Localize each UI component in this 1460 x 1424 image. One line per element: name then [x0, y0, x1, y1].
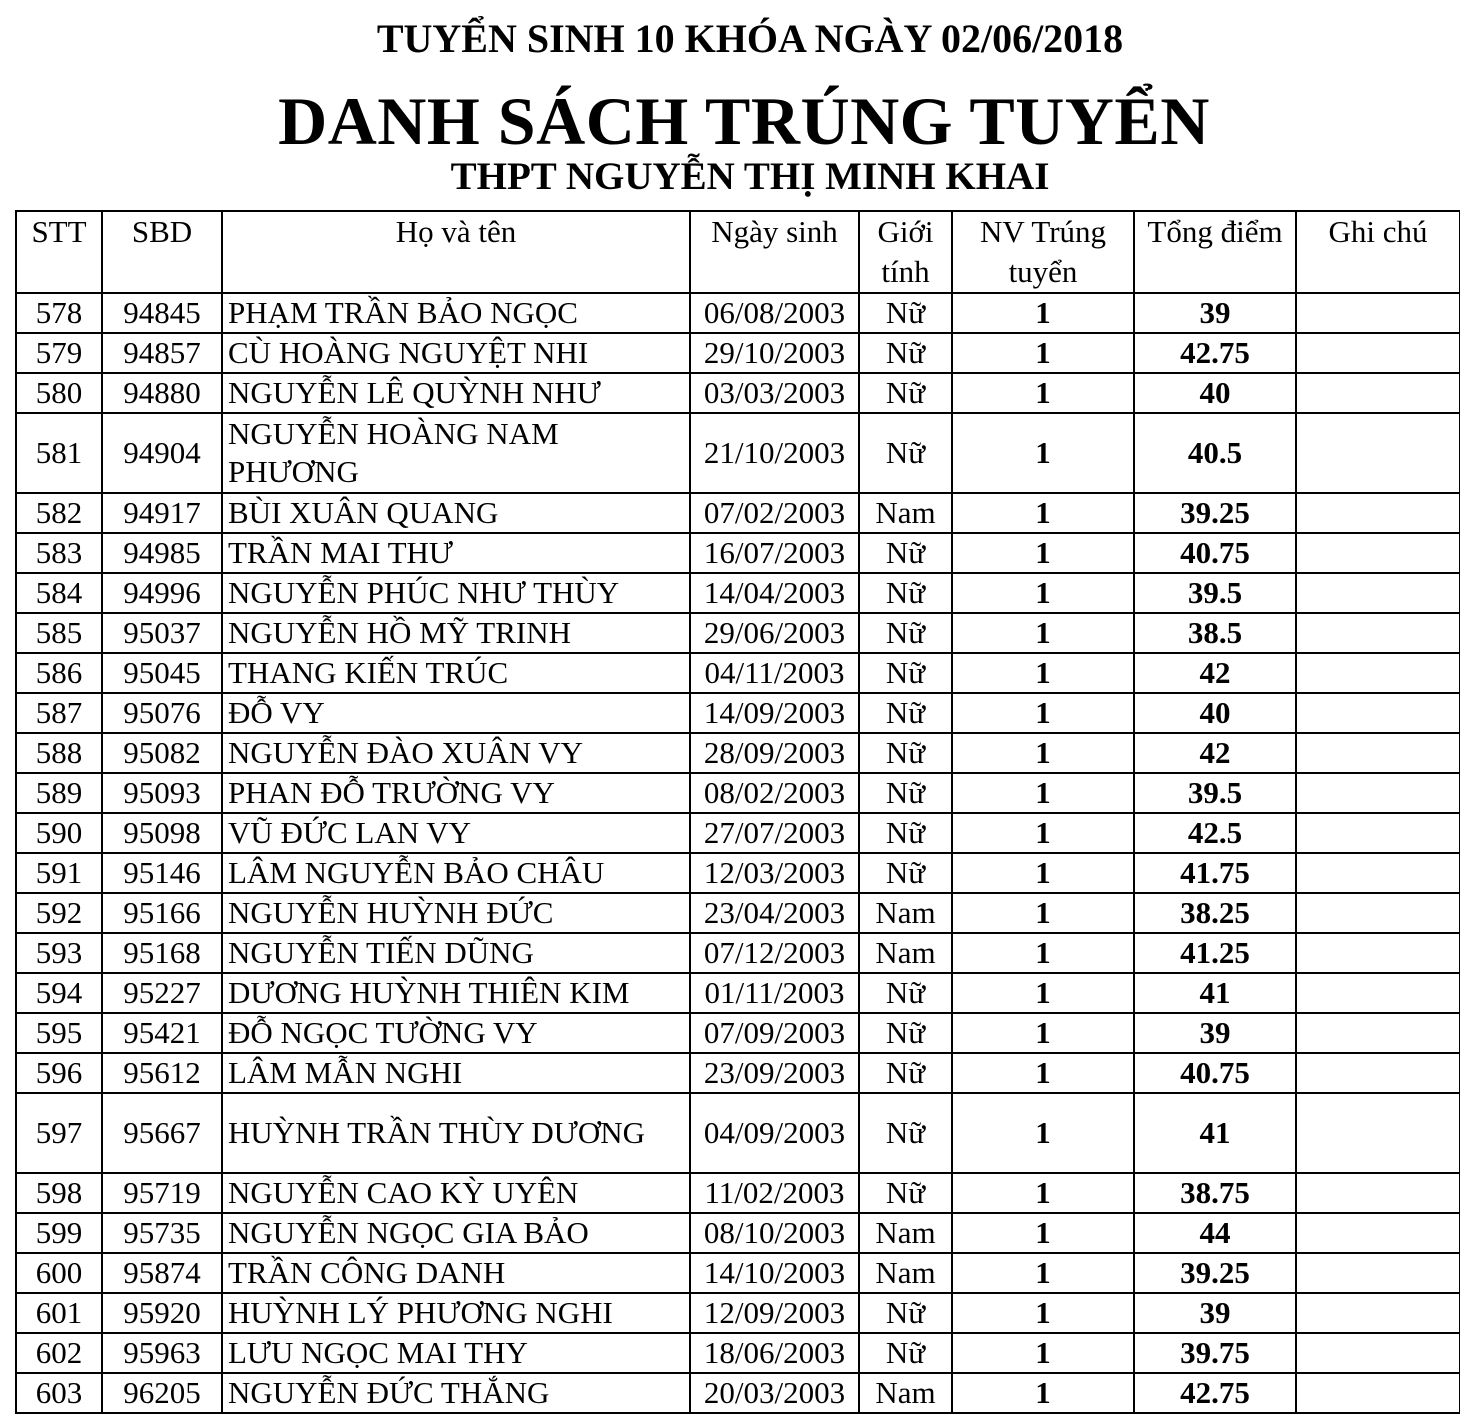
table-row	[16, 533, 1460, 573]
cell-stt: 597	[16, 1093, 102, 1173]
table-row	[16, 693, 1460, 733]
cell-name: NGUYỄN ĐỨC THẮNG	[222, 1373, 690, 1413]
cell-dob: 08/02/2003	[690, 773, 859, 813]
cell-name: ĐỖ NGỌC TƯỜNG VY	[222, 1013, 690, 1053]
cell-gender: Nam	[859, 1253, 952, 1293]
cell-score: 39.5	[1134, 773, 1296, 813]
table-row	[16, 813, 1460, 853]
table-row	[16, 1373, 1460, 1413]
cell-name: HUỲNH LÝ PHƯƠNG NGHI	[222, 1293, 690, 1333]
cell-nv: 1	[952, 653, 1134, 693]
cell-gender: Nam	[859, 493, 952, 533]
cell-nv: 1	[952, 693, 1134, 733]
table-row	[16, 1333, 1460, 1373]
cell-gender: Nữ	[859, 373, 952, 413]
col-header-name: Họ và tên	[222, 211, 690, 293]
cell-score: 41.75	[1134, 853, 1296, 893]
cell-name: LÂM MẪN NGHI	[222, 1053, 690, 1093]
cell-score: 40.75	[1134, 533, 1296, 573]
cell-score: 39	[1134, 1013, 1296, 1053]
cell-score: 42	[1134, 653, 1296, 693]
col-header-stt: STT	[16, 211, 102, 293]
cell-gender: Nữ	[859, 1293, 952, 1333]
cell-score: 42	[1134, 733, 1296, 773]
cell-dob: 23/04/2003	[690, 893, 859, 933]
cell-score: 40.75	[1134, 1053, 1296, 1093]
cell-gender: Nữ	[859, 973, 952, 1013]
cell-dob: 07/02/2003	[690, 493, 859, 533]
cell-sbd: 94996	[102, 573, 222, 613]
cell-nv: 1	[952, 1213, 1134, 1253]
cell-nv: 1	[952, 773, 1134, 813]
cell-score: 40.5	[1134, 413, 1296, 493]
cell-sbd: 95874	[102, 1253, 222, 1293]
cell-dob: 06/08/2003	[690, 293, 859, 333]
cell-note	[1296, 1093, 1460, 1173]
table-row	[16, 1093, 1460, 1173]
cell-score: 38.25	[1134, 893, 1296, 933]
cell-score: 39.25	[1134, 1253, 1296, 1293]
cell-score: 42.75	[1134, 1373, 1296, 1413]
heading-school-name: THPT NGUYỄN THỊ MINH KHAI	[450, 155, 1050, 198]
cell-stt: 583	[16, 533, 102, 573]
table-row	[16, 613, 1460, 653]
cell-note	[1296, 813, 1460, 853]
cell-dob: 08/10/2003	[690, 1213, 859, 1253]
cell-nv: 1	[952, 373, 1134, 413]
table-row	[16, 373, 1460, 413]
cell-sbd: 95166	[102, 893, 222, 933]
cell-stt: 591	[16, 853, 102, 893]
cell-note	[1296, 333, 1460, 373]
cell-stt: 586	[16, 653, 102, 693]
cell-stt: 579	[16, 333, 102, 373]
cell-score: 39.25	[1134, 493, 1296, 533]
cell-note	[1296, 373, 1460, 413]
cell-nv: 1	[952, 1253, 1134, 1293]
cell-nv: 1	[952, 813, 1134, 853]
cell-gender: Nữ	[859, 853, 952, 893]
cell-name: ĐỖ VY	[222, 693, 690, 733]
table-row	[16, 973, 1460, 1013]
cell-score: 44	[1134, 1213, 1296, 1253]
cell-score: 39	[1134, 293, 1296, 333]
cell-score: 41.25	[1134, 933, 1296, 973]
cell-score: 39.5	[1134, 573, 1296, 613]
table-row	[16, 653, 1460, 693]
cell-stt: 590	[16, 813, 102, 853]
cell-note	[1296, 613, 1460, 653]
cell-name: NGUYỄN ĐÀO XUÂN VY	[222, 733, 690, 773]
cell-stt: 596	[16, 1053, 102, 1093]
cell-gender: Nữ	[859, 573, 952, 613]
cell-stt: 595	[16, 1013, 102, 1053]
cell-gender: Nữ	[859, 693, 952, 733]
cell-stt: 592	[16, 893, 102, 933]
table-row	[16, 1253, 1460, 1293]
cell-gender: Nam	[859, 1373, 952, 1413]
cell-gender: Nữ	[859, 813, 952, 853]
cell-stt: 584	[16, 573, 102, 613]
cell-sbd: 95667	[102, 1093, 222, 1173]
cell-gender: Nữ	[859, 413, 952, 493]
cell-note	[1296, 733, 1460, 773]
cell-stt: 599	[16, 1213, 102, 1253]
cell-dob: 16/07/2003	[690, 533, 859, 573]
cell-gender: Nữ	[859, 293, 952, 333]
cell-note	[1296, 933, 1460, 973]
cell-nv: 1	[952, 1373, 1134, 1413]
table-row	[16, 293, 1460, 333]
cell-sbd: 94845	[102, 293, 222, 333]
cell-stt: 601	[16, 1293, 102, 1333]
cell-dob: 03/03/2003	[690, 373, 859, 413]
cell-sbd: 95168	[102, 933, 222, 973]
cell-note	[1296, 413, 1460, 493]
cell-stt: 582	[16, 493, 102, 533]
table-row	[16, 933, 1460, 973]
table-header-row	[16, 211, 1460, 293]
cell-note	[1296, 1293, 1460, 1333]
cell-nv: 1	[952, 413, 1134, 493]
cell-name: BÙI XUÂN QUANG	[222, 493, 690, 533]
cell-sbd: 94857	[102, 333, 222, 373]
cell-sbd: 95045	[102, 653, 222, 693]
cell-name: PHẠM TRẦN BẢO NGỌC	[222, 293, 690, 333]
cell-note	[1296, 1053, 1460, 1093]
cell-sbd: 95421	[102, 1013, 222, 1053]
heading-exam-title: TUYỂN SINH 10 KHÓA NGÀY 02/06/2018	[376, 16, 1124, 61]
cell-sbd: 95093	[102, 773, 222, 813]
table-row	[16, 493, 1460, 533]
cell-score: 38.5	[1134, 613, 1296, 653]
cell-gender: Nam	[859, 1213, 952, 1253]
table-row	[16, 1173, 1460, 1213]
cell-score: 42.75	[1134, 333, 1296, 373]
cell-note	[1296, 693, 1460, 733]
cell-stt: 578	[16, 293, 102, 333]
cell-note	[1296, 1173, 1460, 1213]
cell-sbd: 95920	[102, 1293, 222, 1333]
cell-note	[1296, 653, 1460, 693]
cell-nv: 1	[952, 853, 1134, 893]
cell-note	[1296, 773, 1460, 813]
cell-dob: 29/10/2003	[690, 333, 859, 373]
cell-dob: 18/06/2003	[690, 1333, 859, 1373]
cell-score: 41	[1134, 1093, 1296, 1173]
cell-gender: Nữ	[859, 1053, 952, 1093]
cell-stt: 594	[16, 973, 102, 1013]
cell-name: CÙ HOÀNG NGUYỆT NHI	[222, 333, 690, 373]
cell-name: THANG KIẾN TRÚC	[222, 653, 690, 693]
cell-stt: 588	[16, 733, 102, 773]
cell-sbd: 94917	[102, 493, 222, 533]
cell-sbd: 95963	[102, 1333, 222, 1373]
cell-stt: 600	[16, 1253, 102, 1293]
cell-stt: 598	[16, 1173, 102, 1213]
cell-gender: Nữ	[859, 613, 952, 653]
cell-note	[1296, 1333, 1460, 1373]
cell-name: NGUYỄN CAO KỲ UYÊN	[222, 1173, 690, 1213]
cell-dob: 07/12/2003	[690, 933, 859, 973]
cell-gender: Nữ	[859, 733, 952, 773]
cell-name: NGUYỄN LÊ QUỲNH NHƯ	[222, 373, 690, 413]
table-body	[16, 293, 1460, 1413]
cell-note	[1296, 533, 1460, 573]
cell-name: LƯU NGỌC MAI THY	[222, 1333, 690, 1373]
cell-dob: 14/09/2003	[690, 693, 859, 733]
cell-nv: 1	[952, 1053, 1134, 1093]
cell-name: PHAN ĐỖ TRƯỜNG VY	[222, 773, 690, 813]
cell-nv: 1	[952, 333, 1134, 373]
cell-dob: 12/09/2003	[690, 1293, 859, 1333]
cell-sbd: 94904	[102, 413, 222, 493]
cell-gender: Nữ	[859, 653, 952, 693]
cell-dob: 12/03/2003	[690, 853, 859, 893]
cell-dob: 04/09/2003	[690, 1093, 859, 1173]
cell-dob: 11/02/2003	[690, 1173, 859, 1213]
col-header-gender: Giới tính	[859, 211, 952, 293]
table-row	[16, 773, 1460, 813]
cell-name: NGUYỄN HỒ MỸ TRINH	[222, 613, 690, 653]
cell-sbd: 94985	[102, 533, 222, 573]
cell-sbd: 95098	[102, 813, 222, 853]
cell-note	[1296, 1213, 1460, 1253]
col-header-score: Tổng điểm	[1134, 211, 1296, 293]
cell-sbd: 95082	[102, 733, 222, 773]
cell-dob: 01/11/2003	[690, 973, 859, 1013]
cell-nv: 1	[952, 533, 1134, 573]
cell-name: HUỲNH TRẦN THÙY DƯƠNG	[222, 1093, 690, 1173]
cell-stt: 580	[16, 373, 102, 413]
cell-name: DƯƠNG HUỲNH THIÊN KIM	[222, 973, 690, 1013]
cell-sbd: 95735	[102, 1213, 222, 1253]
cell-stt: 587	[16, 693, 102, 733]
cell-nv: 1	[952, 933, 1134, 973]
cell-stt: 593	[16, 933, 102, 973]
cell-score: 38.75	[1134, 1173, 1296, 1213]
col-header-nv: NV Trúng tuyển	[952, 211, 1134, 293]
cell-name: TRẦN CÔNG DANH	[222, 1253, 690, 1293]
cell-nv: 1	[952, 1333, 1134, 1373]
cell-gender: Nữ	[859, 773, 952, 813]
cell-stt: 585	[16, 613, 102, 653]
cell-gender: Nam	[859, 893, 952, 933]
cell-gender: Nữ	[859, 533, 952, 573]
cell-dob: 14/10/2003	[690, 1253, 859, 1293]
cell-nv: 1	[952, 1093, 1134, 1173]
cell-dob: 04/11/2003	[690, 653, 859, 693]
cell-sbd: 95612	[102, 1053, 222, 1093]
cell-name: NGUYỄN HUỲNH ĐỨC	[222, 893, 690, 933]
cell-nv: 1	[952, 613, 1134, 653]
cell-name: TRẦN MAI THƯ	[222, 533, 690, 573]
cell-nv: 1	[952, 573, 1134, 613]
table-row	[16, 1053, 1460, 1093]
cell-note	[1296, 493, 1460, 533]
cell-score: 40	[1134, 373, 1296, 413]
table-row	[16, 1213, 1460, 1253]
cell-gender: Nữ	[859, 333, 952, 373]
cell-name: VŨ ĐỨC LAN VY	[222, 813, 690, 853]
cell-nv: 1	[952, 493, 1134, 533]
table-row	[16, 1013, 1460, 1053]
cell-name: LÂM NGUYỄN BẢO CHÂU	[222, 853, 690, 893]
cell-name: NGUYỄN PHÚC NHƯ THÙY	[222, 573, 690, 613]
cell-sbd: 95146	[102, 853, 222, 893]
cell-stt: 589	[16, 773, 102, 813]
cell-note	[1296, 1253, 1460, 1293]
cell-nv: 1	[952, 893, 1134, 933]
cell-score: 39.75	[1134, 1333, 1296, 1373]
cell-nv: 1	[952, 1013, 1134, 1053]
col-header-note: Ghi chú	[1296, 211, 1460, 293]
cell-nv: 1	[952, 973, 1134, 1013]
cell-score: 39	[1134, 1293, 1296, 1333]
cell-dob: 20/03/2003	[690, 1373, 859, 1413]
cell-sbd: 95076	[102, 693, 222, 733]
cell-gender: Nữ	[859, 1013, 952, 1053]
table-row	[16, 573, 1460, 613]
cell-nv: 1	[952, 1173, 1134, 1213]
cell-sbd: 95719	[102, 1173, 222, 1213]
cell-gender: Nữ	[859, 1333, 952, 1373]
cell-nv: 1	[952, 293, 1134, 333]
cell-note	[1296, 293, 1460, 333]
cell-note	[1296, 973, 1460, 1013]
table-row	[16, 333, 1460, 373]
cell-name: NGUYỄN NGỌC GIA BẢO	[222, 1213, 690, 1253]
cell-sbd: 96205	[102, 1373, 222, 1413]
cell-dob: 29/06/2003	[690, 613, 859, 653]
col-header-dob: Ngày sinh	[690, 211, 859, 293]
cell-score: 41	[1134, 973, 1296, 1013]
cell-dob: 21/10/2003	[690, 413, 859, 493]
cell-score: 40	[1134, 693, 1296, 733]
cell-note	[1296, 573, 1460, 613]
cell-stt: 602	[16, 1333, 102, 1373]
cell-dob: 14/04/2003	[690, 573, 859, 613]
cell-note	[1296, 1013, 1460, 1053]
cell-sbd: 95037	[102, 613, 222, 653]
cell-note	[1296, 893, 1460, 933]
cell-dob: 07/09/2003	[690, 1013, 859, 1053]
cell-note	[1296, 853, 1460, 893]
cell-gender: Nữ	[859, 1093, 952, 1173]
cell-nv: 1	[952, 1293, 1134, 1333]
table-row	[16, 733, 1460, 773]
cell-name: NGUYỄN TIẾN DŨNG	[222, 933, 690, 973]
table-row	[16, 1293, 1460, 1333]
cell-dob: 23/09/2003	[690, 1053, 859, 1093]
col-header-sbd: SBD	[102, 211, 222, 293]
cell-dob: 27/07/2003	[690, 813, 859, 853]
table-row	[16, 893, 1460, 933]
cell-note	[1296, 1373, 1460, 1413]
cell-dob: 28/09/2003	[690, 733, 859, 773]
cell-sbd: 95227	[102, 973, 222, 1013]
table-row	[16, 413, 1460, 493]
cell-gender: Nam	[859, 933, 952, 973]
admission-table	[15, 210, 1460, 1414]
heading-list-title: DANH SÁCH TRÚNG TUYỂN	[278, 83, 1210, 159]
cell-sbd: 94880	[102, 373, 222, 413]
cell-stt: 581	[16, 413, 102, 493]
cell-score: 42.5	[1134, 813, 1296, 853]
cell-stt: 603	[16, 1373, 102, 1413]
cell-nv: 1	[952, 733, 1134, 773]
table-row	[16, 853, 1460, 893]
cell-gender: Nữ	[859, 1173, 952, 1213]
cell-name: NGUYỄN HOÀNG NAM PHƯƠNG	[222, 413, 690, 493]
